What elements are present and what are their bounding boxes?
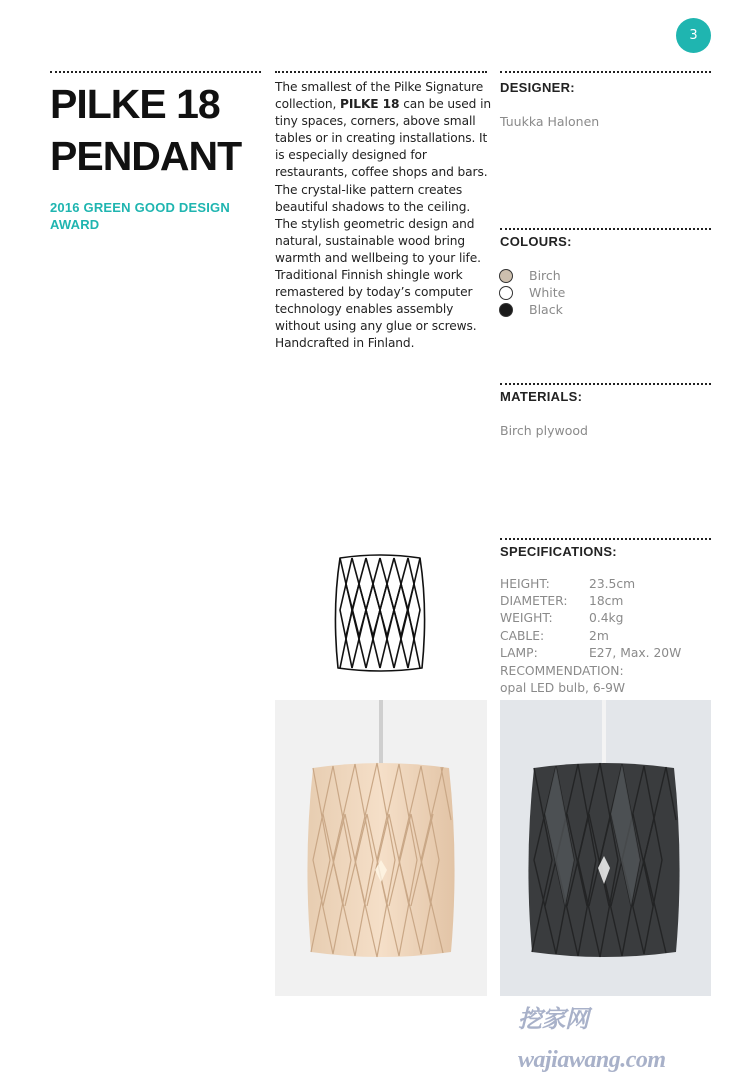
page-number-badge: 3 bbox=[676, 18, 711, 53]
colours-label: COLOURS: bbox=[500, 234, 572, 249]
spec-row-lamp bbox=[500, 646, 710, 663]
colour-list bbox=[499, 267, 565, 318]
title-line-2: PENDANT bbox=[50, 133, 242, 179]
black-swatch-icon bbox=[499, 303, 513, 317]
black-lamp-illustration bbox=[500, 700, 711, 996]
spec-value: E27, Max. 20W bbox=[589, 645, 682, 660]
colour-name: Black bbox=[529, 302, 563, 317]
description-product-name: PILKE 18 bbox=[340, 97, 400, 112]
divider-colours bbox=[500, 228, 711, 230]
spec-value: 2m bbox=[589, 628, 609, 643]
colour-name: White bbox=[529, 285, 566, 300]
product-description bbox=[275, 79, 493, 353]
spec-recommendation-value: opal LED bulb, 6-9W bbox=[500, 681, 626, 696]
specifications-label: SPECIFICATIONS: bbox=[500, 544, 617, 559]
divider-designer bbox=[500, 71, 711, 73]
product-title bbox=[50, 78, 265, 182]
white-swatch-icon bbox=[499, 286, 513, 300]
spec-key: HEIGHT: bbox=[500, 577, 550, 591]
birch-lamp-photo bbox=[275, 700, 487, 996]
spec-key: LAMP: bbox=[500, 645, 538, 660]
spec-key: DIAMETER: bbox=[500, 594, 568, 609]
birch-lamp-illustration bbox=[275, 700, 487, 996]
spec-row-height bbox=[500, 577, 710, 594]
spec-key: CABLE: bbox=[500, 628, 545, 643]
divider-description bbox=[275, 71, 487, 73]
spec-row-diameter bbox=[500, 594, 710, 611]
divider-title bbox=[50, 71, 261, 73]
title-line-1: PILKE 18 bbox=[50, 81, 220, 127]
materials-value: Birch plywood bbox=[500, 423, 588, 438]
divider-specifications bbox=[500, 538, 711, 540]
colour-option-birch bbox=[499, 267, 565, 284]
lamp-line-drawing bbox=[330, 550, 430, 675]
colour-option-black bbox=[499, 301, 565, 318]
materials-label: MATERIALS: bbox=[500, 389, 583, 404]
divider-materials bbox=[500, 383, 711, 385]
black-lamp-photo bbox=[500, 700, 711, 996]
spec-row-cable bbox=[500, 629, 710, 646]
description-intro: The smallest of the Pilke Signature collection, bbox=[275, 80, 484, 112]
award-text: 2016 GREEN GOOD DESIGN AWARD bbox=[50, 200, 230, 232]
spec-row-weight bbox=[500, 611, 710, 628]
spec-value: 23.5cm bbox=[589, 577, 636, 591]
designer-value: Tuukka Halonen bbox=[500, 114, 600, 129]
colour-option-white bbox=[499, 284, 565, 301]
description-body: can be used in tiny spaces, corners, above small tables or in creating installations. It is especially designed for restaurants, coffee shops and bars. The crystal-like pattern creates beautiful shadows to the ceiling. The stylish geometric design and natural, sustainable wood bring warmth and wellbeing to your life. Traditional Finnish shingle work remastered by today’s computer technology enables assembly without using any glue or screws. Handcrafted in Finland. bbox=[275, 97, 491, 351]
birch-swatch-icon bbox=[499, 269, 513, 283]
spec-recommendation-label: RECOMMENDATION: bbox=[500, 663, 624, 678]
spec-value: 18cm bbox=[589, 594, 624, 609]
colour-name: Birch bbox=[529, 268, 561, 283]
spec-key: WEIGHT: bbox=[500, 611, 553, 626]
spec-value: 0.4kg bbox=[589, 611, 624, 626]
watermark-text: 挖家网 wajiawang.com bbox=[518, 1007, 666, 1073]
designer-label: DESIGNER: bbox=[500, 80, 575, 95]
specifications-table bbox=[500, 577, 710, 697]
